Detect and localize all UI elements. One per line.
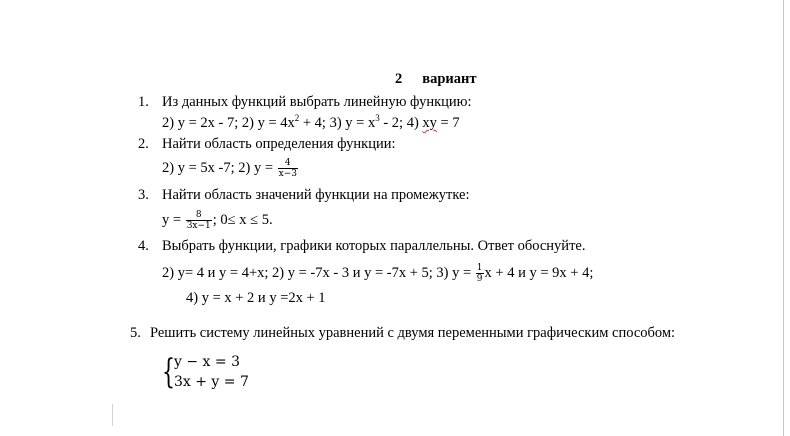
task-1-opt-part: - 2; 4) <box>379 115 423 131</box>
system-brace: { <box>162 352 175 392</box>
task-4-line-part: x + 4 и y = 9x + 4; <box>484 264 594 281</box>
task-5-heading <box>130 324 675 342</box>
task-1-text: Из данных функций выбрать линейную функцию: <box>162 94 472 110</box>
fraction-denominator: x−3 <box>278 169 297 179</box>
fraction <box>476 263 484 284</box>
task-1-opt-part: + 4; 3) y = x <box>299 115 376 131</box>
task-2-options <box>162 158 299 179</box>
fraction-numerator: 1 <box>476 263 483 273</box>
system-equation-1: y − x = 3 <box>174 354 240 370</box>
variant-word: вариант <box>422 71 477 87</box>
task-2-number: 2. <box>138 136 149 152</box>
task-3-formula <box>162 210 273 231</box>
task-1-exponent: 2 <box>294 113 300 124</box>
task-4-number: 4. <box>138 238 149 254</box>
task-3-heading <box>138 186 469 204</box>
task-2-text: Найти область определения функции: <box>162 136 396 152</box>
task-4-heading <box>138 237 585 255</box>
fraction-numerator: 4 <box>278 158 298 169</box>
fraction <box>186 210 212 231</box>
task-5-number: 5. <box>130 325 141 341</box>
task-1-opt-part: = 7 <box>436 115 460 131</box>
task-4-line-2: 4) y = x + 2 и y =2x + 1 <box>186 290 326 306</box>
task-3-text: Найти область значений функции на промежутке: <box>162 187 470 203</box>
task-3-formula-part: y = <box>162 211 182 228</box>
fraction-denominator: 9 <box>476 274 483 284</box>
task-2-heading <box>138 135 396 153</box>
fraction <box>278 158 298 179</box>
task-4-line-1 <box>162 263 593 284</box>
system-equation-2: 3x + y = 7 <box>174 374 249 390</box>
fraction-numerator: 8 <box>186 210 212 221</box>
task-1-number: 1. <box>138 94 149 110</box>
task-4-line-part: 2) y= 4 и y = 4+x; 2) y = -7x - 3 и y = -7x + 5; 3) y = <box>162 264 472 281</box>
task-1-exponent: 3 <box>375 113 380 124</box>
task-3-number: 3. <box>138 187 149 203</box>
task-5-text: Решить систему линейных уравнений с двумя переменными графическим способом: <box>150 325 676 341</box>
task-3-formula-part: ; 0≤ x ≤ 5. <box>212 211 273 228</box>
task-1-opt-part: 2) y = 2x - 7; 2) y = 4x <box>162 115 295 131</box>
task-2-opt-part: 2) y = 5x -7; 2) y = <box>162 159 273 176</box>
variant-number: 2 <box>395 71 403 87</box>
task-1-heading <box>138 93 472 111</box>
text-cursor-mark <box>112 404 113 426</box>
page-title <box>395 70 476 88</box>
fraction-denominator: 3x−1 <box>186 221 211 231</box>
page-edge <box>783 0 784 436</box>
task-4-text: Выбрать функции, графики которых параллельны. Ответ обоснуйте. <box>162 238 586 254</box>
spellcheck-underlined-word: xy <box>422 115 437 131</box>
task-1-options <box>162 114 460 132</box>
